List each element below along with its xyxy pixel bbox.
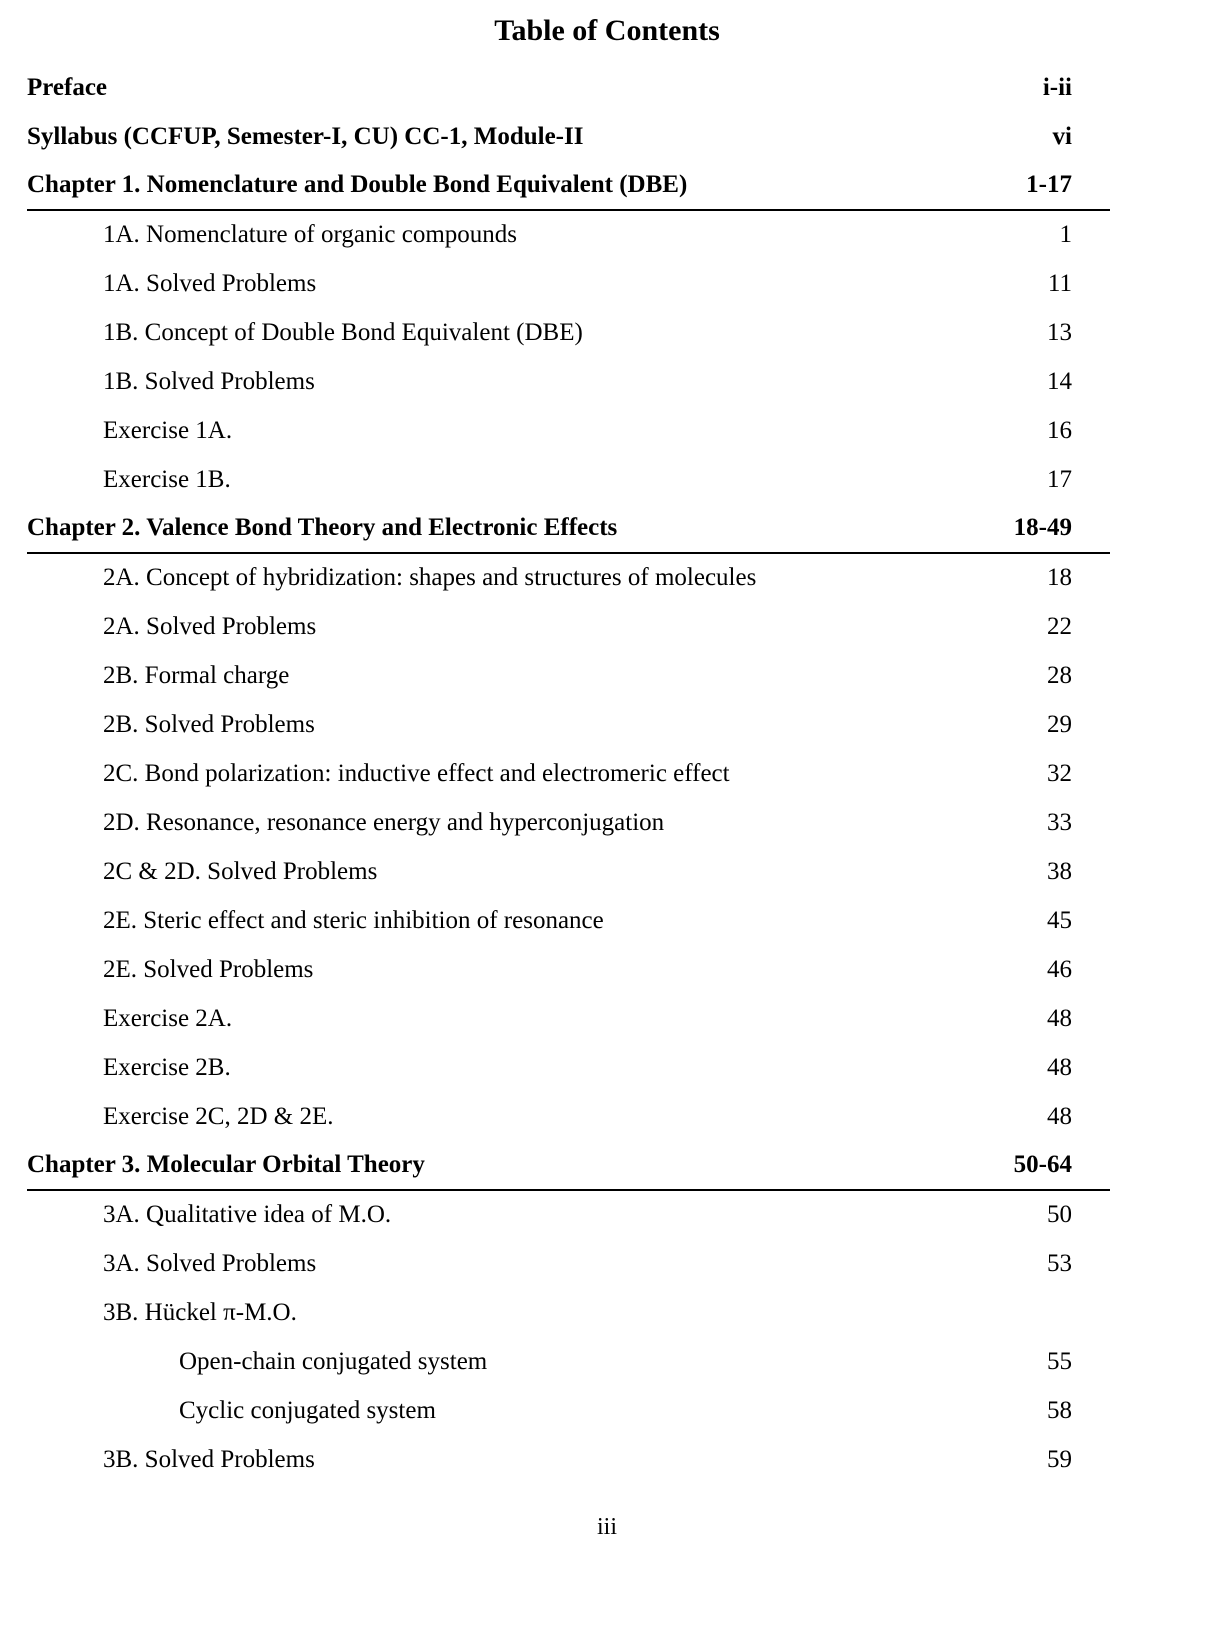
toc-entry-label: Syllabus (CCFUP, Semester-I, CU) CC-1, Module-II xyxy=(27,123,584,151)
toc-entry xyxy=(27,554,1110,603)
toc-entry-label: 1A. Nomenclature of organic compounds xyxy=(103,221,518,249)
toc-entry-label: Cyclic conjugated system xyxy=(179,1397,436,1425)
toc-entry xyxy=(27,897,1110,946)
toc-entry-label: 2E. Steric effect and steric inhibition of resonance xyxy=(103,907,604,935)
page-title: Table of Contents xyxy=(494,14,720,47)
toc-entry-label: 2C & 2D. Solved Problems xyxy=(103,858,378,886)
toc-entry-page: 13 xyxy=(1047,319,1072,347)
toc-entry xyxy=(27,995,1110,1044)
toc-entry-label: 2D. Resonance, resonance energy and hyperconjugation xyxy=(103,809,665,837)
toc-entry-page: 1-17 xyxy=(1026,171,1072,199)
toc-entry xyxy=(27,1093,1110,1142)
toc-entry-page: 48 xyxy=(1047,1005,1072,1033)
toc-entry-page: 59 xyxy=(1047,1446,1072,1474)
toc-entry xyxy=(27,848,1110,897)
toc-entry-page: 45 xyxy=(1047,907,1072,935)
toc-entry-page: 48 xyxy=(1047,1103,1072,1131)
toc-entry-page: i-ii xyxy=(1042,74,1072,102)
toc-entry-label: Exercise 2A. xyxy=(103,1005,233,1033)
toc-entry-label: Open-chain conjugated system xyxy=(179,1348,488,1376)
toc-entry-page: 46 xyxy=(1047,956,1072,984)
toc-entry xyxy=(27,211,1110,260)
toc-entry xyxy=(27,1387,1110,1436)
toc-entry-label: 2A. Concept of hybridization: shapes and structures of molecules xyxy=(103,564,757,592)
toc-entry-label: 3B. Hückel π-M.O. xyxy=(103,1299,297,1327)
toc-entry-label: Preface xyxy=(27,74,108,102)
toc-entry xyxy=(27,603,1110,652)
toc-entry xyxy=(27,260,1110,309)
toc-entry xyxy=(27,309,1110,358)
toc-entry-label: 3B. Solved Problems xyxy=(103,1446,315,1474)
toc-entry xyxy=(27,652,1110,701)
toc-entry-page: 50 xyxy=(1047,1201,1072,1229)
toc-entry xyxy=(27,946,1110,995)
toc-entry-page: 22 xyxy=(1047,613,1072,641)
toc-entry-label: Exercise 1B. xyxy=(103,466,231,494)
toc-entry-label: 3A. Solved Problems xyxy=(103,1250,317,1278)
toc-entry-label: 3A. Qualitative idea of M.O. xyxy=(103,1201,392,1229)
toc-entry-label: 2E. Solved Problems xyxy=(103,956,314,984)
toc-entry xyxy=(27,1436,1110,1485)
toc-entry-page: vi xyxy=(1052,123,1072,151)
toc-entry-page: 18-49 xyxy=(1013,514,1072,542)
toc-entry-label: 1B. Solved Problems xyxy=(103,368,315,396)
toc-entry-page: 16 xyxy=(1047,417,1072,445)
toc-entry-page: 48 xyxy=(1047,1054,1072,1082)
toc-entry-page: 32 xyxy=(1047,760,1072,788)
toc-entry xyxy=(27,701,1110,750)
footer-page-number: iii xyxy=(596,1514,617,1540)
toc-entry-page: 18 xyxy=(1047,564,1072,592)
toc-entry-syllabus xyxy=(27,113,1110,162)
toc-entry xyxy=(27,1289,1110,1338)
toc-entry xyxy=(27,456,1110,505)
toc-entry xyxy=(27,358,1110,407)
toc-entry-page: 33 xyxy=(1047,809,1072,837)
toc-entry-label: Chapter 1. Nomenclature and Double Bond Equivalent (DBE) xyxy=(27,171,688,199)
toc-entry-preface xyxy=(27,64,1110,113)
toc-entry xyxy=(27,1240,1110,1289)
toc-entry xyxy=(27,1191,1110,1240)
toc-entry-page: 11 xyxy=(1047,270,1072,298)
toc-entry xyxy=(27,799,1110,848)
toc-entry xyxy=(27,1338,1110,1387)
toc-entry-chapter-2 xyxy=(27,505,1110,554)
toc-entry xyxy=(27,1044,1110,1093)
toc-entry-label: 2C. Bond polarization: inductive effect and electromeric effect xyxy=(103,760,730,788)
toc-entry-page: 58 xyxy=(1047,1397,1072,1425)
toc-entry-chapter-1 xyxy=(27,162,1110,211)
toc-entry-label: Exercise 2B. xyxy=(103,1054,231,1082)
toc-entry xyxy=(27,750,1110,799)
table-of-contents xyxy=(27,64,1110,1485)
toc-entry-label: 2B. Formal charge xyxy=(103,662,290,690)
toc-entry-page: 55 xyxy=(1047,1348,1072,1376)
toc-entry-page: 1 xyxy=(1059,221,1072,249)
toc-entry-chapter-3 xyxy=(27,1142,1110,1191)
toc-entry-label: Exercise 1A. xyxy=(103,417,233,445)
toc-entry-label: 2B. Solved Problems xyxy=(103,711,315,739)
toc-entry-page: 14 xyxy=(1047,368,1072,396)
toc-entry-label: 2A. Solved Problems xyxy=(103,613,317,641)
toc-entry-page: 28 xyxy=(1047,662,1072,690)
toc-entry-label: Exercise 2C, 2D & 2E. xyxy=(103,1103,334,1131)
toc-entry-page: 17 xyxy=(1047,466,1072,494)
toc-entry-page: 53 xyxy=(1047,1250,1072,1278)
toc-entry-label: Chapter 2. Valence Bond Theory and Electronic Effects xyxy=(27,514,618,542)
toc-entry xyxy=(27,407,1110,456)
toc-entry-page: 50-64 xyxy=(1013,1151,1072,1179)
toc-entry-label: 1B. Concept of Double Bond Equivalent (DBE) xyxy=(103,319,583,347)
toc-entry-label: 1A. Solved Problems xyxy=(103,270,317,298)
toc-entry-page: 38 xyxy=(1047,858,1072,886)
toc-entry-page: 29 xyxy=(1047,711,1072,739)
toc-entry-label: Chapter 3. Molecular Orbital Theory xyxy=(27,1151,425,1179)
